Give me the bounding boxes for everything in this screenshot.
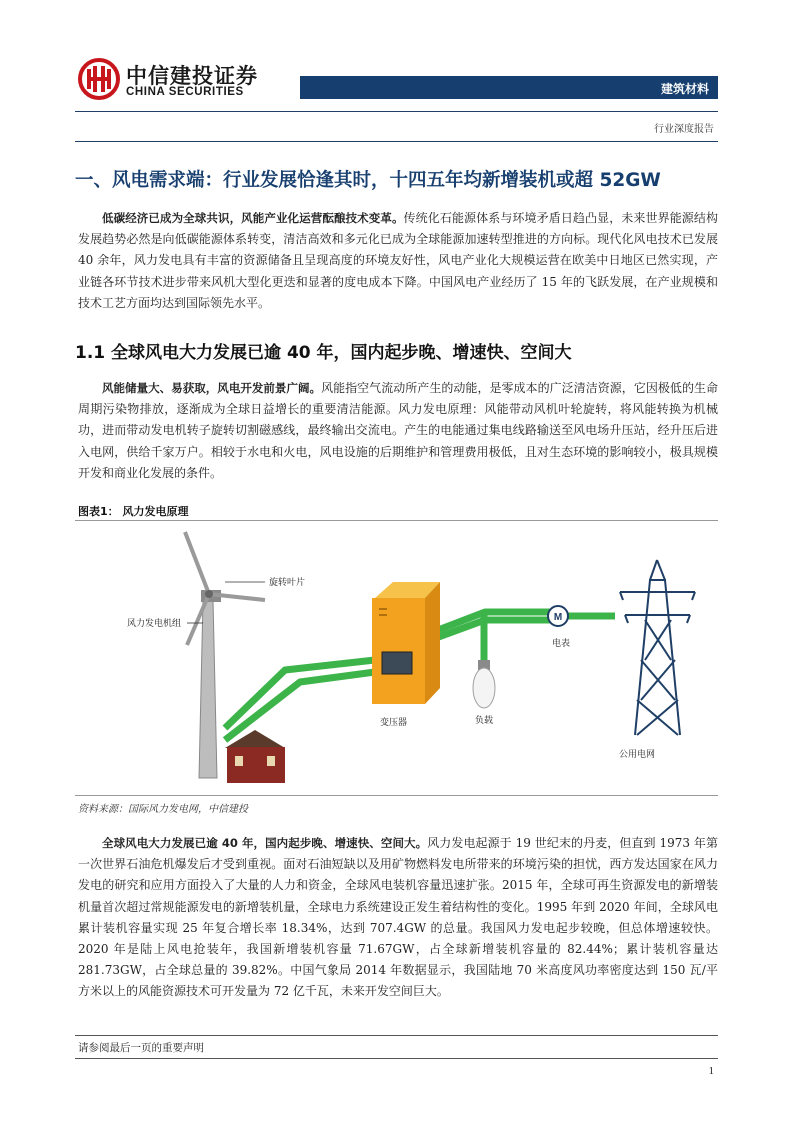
- paragraph-wind-energy: [78, 378, 718, 484]
- transformer-icon: [372, 582, 440, 704]
- subsection-heading: 1.1 全球风电大力发展已逾 40 年，国内起步晚、增速快、空间大: [75, 343, 572, 363]
- page-number: 1: [708, 1065, 714, 1077]
- label-load: 负载: [475, 716, 494, 726]
- wind-power-diagram: [75, 520, 720, 790]
- svg-text:M: M: [553, 612, 563, 623]
- footer-divider-2: [75, 1058, 718, 1059]
- house-icon: [225, 730, 285, 783]
- logo-text-en: CHINA SECURITIES: [126, 86, 244, 98]
- paragraph-intro: [78, 208, 718, 314]
- figure-caption: 图表1： 风力发电原理: [78, 505, 189, 518]
- meter-icon: [548, 606, 568, 626]
- figure-source: 资料来源：国际风力发电网，中信建投: [78, 804, 248, 815]
- header-divider: [75, 111, 718, 112]
- company-logo-icon: [78, 58, 120, 100]
- report-type: 行业深度报告: [654, 124, 714, 135]
- label-turbine: 风力发电机组: [127, 619, 182, 629]
- paragraph-body: 传统化石能源体系与环境矛盾日趋凸显，未来世界能源结构发展趋势必然是向低碳能源体系转变，清洁高效和多元化已成为全球能源加速转型推进的方向标。现代化风电技术已发展 40 余年，风力发电具有丰富的资源储备且呈现高度的环境友好性，风电产业化大规模运营在欧美中日地区已然实现，产业链各环节技术进步带来风机大型化更迭和显著的度电成本下降。中国风电产业经历了 15 年的飞跃发展，在产业规模和技术工艺方面均达到国际领先水平。: [78, 211, 718, 310]
- label-meter: 电表: [552, 639, 571, 649]
- paragraph-lead: 全球风电大力发展已逾 40 年，国内起步晚、增速快、空间大。: [102, 836, 428, 850]
- section-heading: 一、风电需求端：行业发展恰逢其时，十四五年均新增装机或超 52GW: [75, 170, 661, 191]
- label-blade: 旋转叶片: [269, 578, 306, 588]
- figure-bottom-rule: [75, 795, 718, 796]
- label-grid: 公用电网: [619, 750, 656, 760]
- header-bar: [300, 76, 718, 99]
- paragraph-body: 风力发电起源于 19 世纪末的丹麦，但直到 1973 年第一次世界石油危机爆发后才受到重视。面对石油短缺以及用矿物燃料发电所带来的环境污染的担忧，西方发达国家在风力发电的研究和应用方面投入了大量的人力和资金，全球风电装机容量迅速扩张。2015 年，全球可再生资源发电的新增装机量首次超过常规能源发电的新增装机量，全球电力系统建设正发生着结构性的变化。1995 年到 2020 年间，全球风电累计装机容量实现 25 年复合增长率 18.34%，达到 707.4GW 的总量。我国风力发电起步较晚，但总体增速较快。2020 年是陆上风电抢装年，我国新增装机容量 71.67GW，占全球新增装机容量的 82.44%；累计装机容量达 281.73GW，占全球总量的 39.82%。中国气象局 2014 年数据显示，我国陆地 70 米高度风功率密度达到 150 瓦/平方米以上的风能资源技术可开发量为 72 亿千瓦，未来开发空间巨大。: [78, 836, 718, 999]
- logo-text-cn: 中信建投证券: [126, 64, 258, 88]
- paragraph-body: 风能指空气流动所产生的动能，是零成本的广泛清洁资源，它因极低的生命周期污染物排放，逐渐成为全球日益增长的重要清洁能源。风力发电原理：风能带动风机叶轮旋转，将风能转换为机械功，进而带动发电机转子旋转切割磁感线，最终输出交流电。产生的电能通过集电线路输送至风电场升压站，经升压后进入电网，供给千家万户。相较于水电和火电，风电设施的后期维护和管理费用极低，且对生态环境的影响较小，极具规模开发和商业化发展的条件。: [78, 381, 718, 480]
- disclaimer-note: 请参阅最后一页的重要声明: [78, 1042, 204, 1054]
- paragraph-lead: 低碳经济已成为全球共识，风能产业化运营酝酿技术变革。: [102, 211, 404, 225]
- label-transformer: 变压器: [380, 718, 408, 728]
- footer-divider: [75, 1035, 718, 1036]
- subheader-divider: [75, 141, 718, 142]
- paragraph-global-wind: [78, 833, 718, 1003]
- transmission-tower-icon: [620, 560, 695, 735]
- paragraph-lead: 风能储量大、易获取，风电开发前景广阔。: [102, 381, 322, 395]
- light-bulb-icon: [473, 660, 495, 708]
- section-tag: 建筑材料: [660, 82, 709, 96]
